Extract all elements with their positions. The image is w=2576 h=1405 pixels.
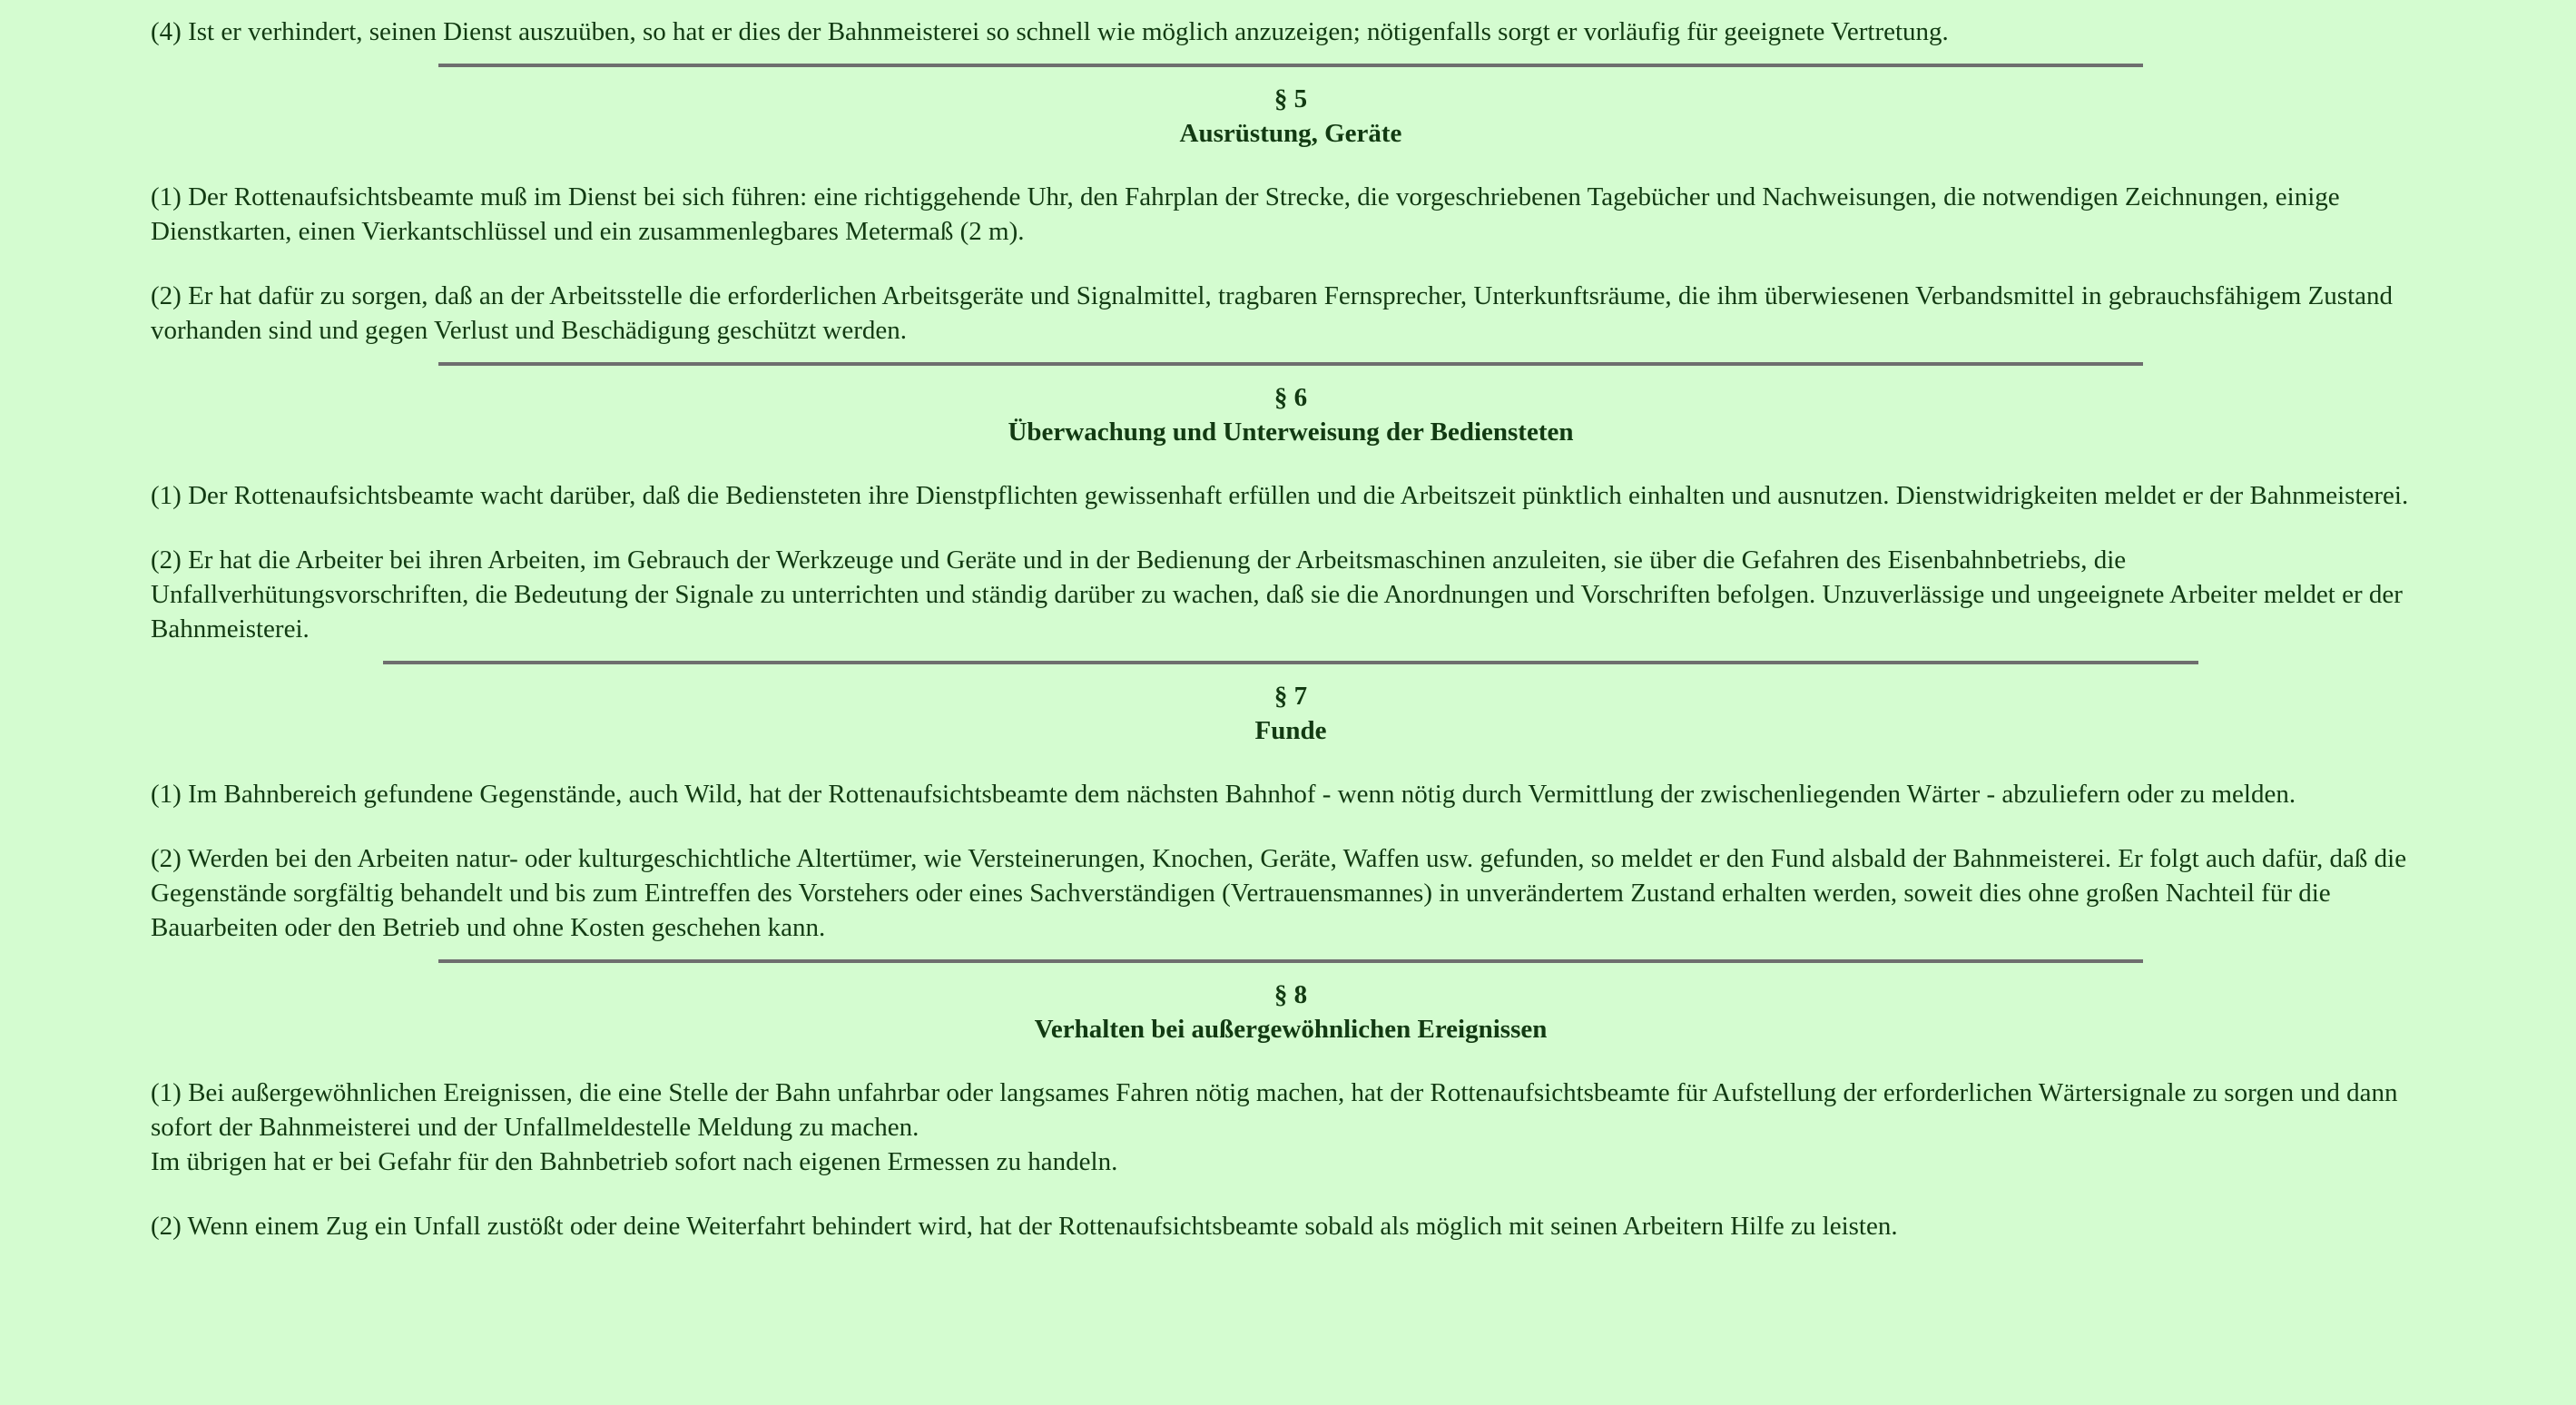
section-8-heading <box>151 978 2431 1046</box>
paragraph-text-continued: Im übrigen hat er bei Gefahr für den Bahnbetrieb sofort nach eigenen Ermessen zu handeln. <box>151 1147 1118 1176</box>
section-title: Überwachung und Unterweisung der Bediensteten <box>1008 418 1574 447</box>
section-5-paragraph-2: (2) Er hat dafür zu sorgen, daß an der Arbeitsstelle die erforderlichen Arbeitsgeräte und Signalmittel, tragbaren Fernsprecher, Unterkunftsräume, die ihm überwiesenen Verbandsmittel in gebrauchsfähigem Zustand vorhanden sind und gegen Verlust und Beschädigung geschützt werden. <box>151 281 2393 345</box>
paragraph-text: (1) Bei außergewöhnlichen Ereignissen, die eine Stelle der Bahn unfahrbar oder langsames Fahren nötig machen, hat der Rottenaufsichtsbeamte für Aufstellung der erforderlichen Wärtersignale zu sorgen und dann sofort der Bahnmeisterei und der Unfallmeldestelle Meldung zu machen. <box>151 1078 2398 1142</box>
section-7-paragraph-2: (2) Werden bei den Arbeiten natur- oder kulturgeschichtliche Altertümer, wie Versteinerungen, Knochen, Geräte, Waffen usw. gefunden, so meldet er den Fund alsbald der Bahnmeisterei. Er folgt auch dafür, daß die Gegenstände sorgfältig behandelt und bis zum Eintreffen des Vorstehers oder eines Sachverständigen (Vertrauensmannes) in unverändertem Zustand erhalten werden, soweit dies ohne großen Nachteil für die Bauarbeiten oder den Betrieb und ohne Kosten geschehen kann. <box>151 844 2407 942</box>
section-7-heading <box>151 679 2431 748</box>
section-6-heading <box>151 380 2431 449</box>
document-page <box>0 15 2576 1405</box>
section-5-heading <box>151 82 2431 151</box>
section-divider <box>438 64 2143 67</box>
section-6-paragraph-1: (1) Der Rottenaufsichtsbeamte wacht darüber, daß die Bediensteten ihre Dienstpflichten gewissenhaft erfüllen und die Arbeitszeit pünktlich einhalten und ausnutzen. Dienstwidrigkeiten meldet er der Bahnmeisterei. <box>151 481 2409 510</box>
section-8-paragraph-2: (2) Wenn einem Zug ein Unfall zustößt oder deine Weiterfahrt behindert wird, hat der Rottenaufsichtsbeamte sobald als möglich mit seinen Arbeitern Hilfe zu leisten. <box>151 1212 1898 1241</box>
section-divider <box>438 362 2143 366</box>
section-title: Ausrüstung, Geräte <box>1179 119 1402 148</box>
section-number: § 7 <box>1273 682 1308 711</box>
section-number: § 8 <box>1273 980 1308 1009</box>
section-7-paragraph-1: (1) Im Bahnbereich gefundene Gegenstände, auch Wild, hat der Rottenaufsichtsbeamte dem nächsten Bahnhof - wenn nötig durch Vermittlung der zwischenliegenden Wärter - abzuliefern oder zu melden. <box>151 780 2296 809</box>
section-5-paragraph-1: (1) Der Rottenaufsichtsbeamte muß im Dienst bei sich führen: eine richtiggehende Uhr, den Fahrplan der Strecke, die vorgeschriebenen Tagebücher und Nachweisungen, die notwendigen Zeichnungen, einige Dienstkarten, einen Vierkantschlüssel und ein zusammenlegbares Metermaß (2 m). <box>151 182 2340 246</box>
section-divider <box>438 959 2143 963</box>
paragraph-4-previous-section: (4) Ist er verhindert, seinen Dienst auszuüben, so hat er dies der Bahnmeisterei so schnell wie möglich anzuzeigen; nötigenfalls sorgt er vorläufig für geeignete Vertretung. <box>151 17 1949 46</box>
section-number: § 5 <box>1273 84 1308 113</box>
section-divider <box>383 661 2198 664</box>
section-8-paragraph-1 <box>151 1076 2431 1179</box>
section-title: Verhalten bei außergewöhnlichen Ereignissen <box>1034 1015 1548 1044</box>
section-title: Funde <box>1254 716 1327 745</box>
section-number: § 6 <box>1273 383 1308 412</box>
section-6-paragraph-2: (2) Er hat die Arbeiter bei ihren Arbeiten, im Gebrauch der Werkzeuge und Geräte und in der Bedienung der Arbeitsmaschinen anzuleiten, sie über die Gefahren des Eisenbahnbetriebs, die Unfallverhütungsvorschriften, die Bedeutung der Signale zu unterrichten und ständig darüber zu wachen, daß sie die Anordnungen und Vorschriften befolgen. Unzuverlässige und ungeeignete Arbeiter meldet er der Bahnmeisterei. <box>151 545 2403 644</box>
